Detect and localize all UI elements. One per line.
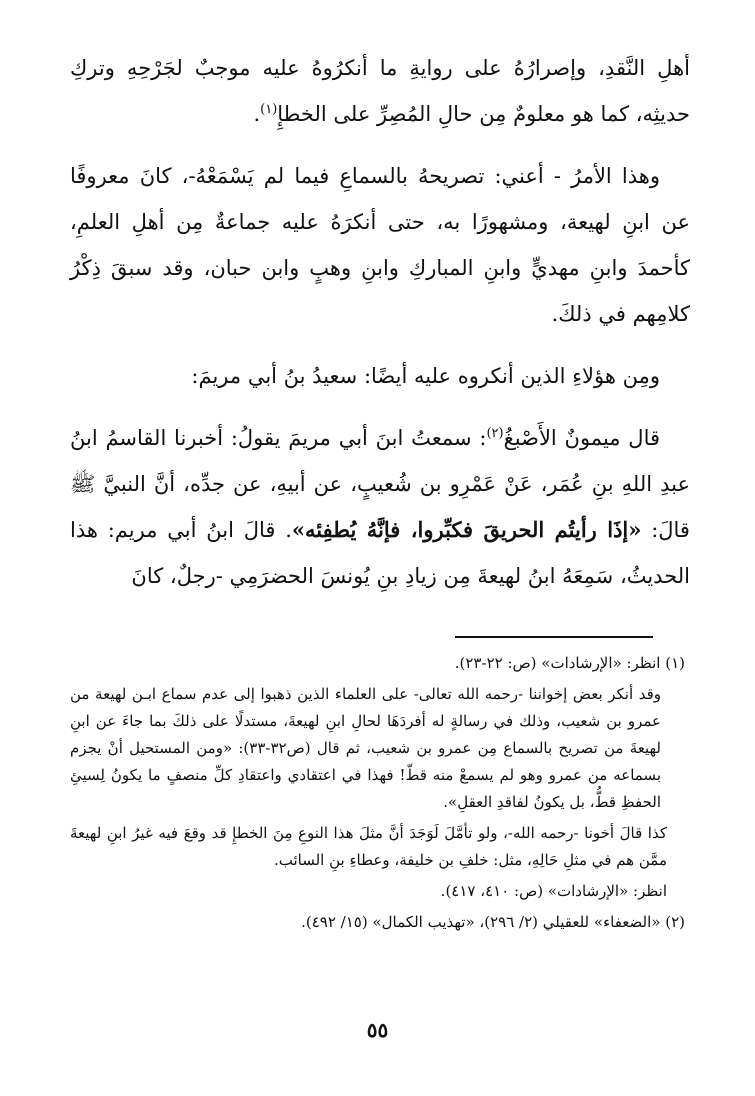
footnote-ref-2: (٢) [486, 426, 504, 441]
paragraph-2: وهذا الأمرُ - أعني: تصريحهُ بالسماعِ فيما لم يَسْمَعْهُ-، كانَ معروفًا عن ابنِ لهيعة، ومشهورًا به، حتى أنكرَهُ عليه جماعةٌ مِن أهلِ العلمِ، كأحمدَ وابنِ مهديٍّ وابنِ المباركِ وابنِ وهبٍ وابن حبان، وقد سبقَ ذِكْرُ كلامِهم في ذلكَ. [70, 164, 690, 326]
paragraph-4-text: : سمعتُ ابنَ أبي مريمَ يقولُ: أخبرنا القاسمُ ابنُ عبدِ اللهِ بنِ عُمَر، عَنْ عَمْرِو بن شُعيبٍ، عن أبيهِ، عن جدِّه، أنَّ النبيَّ ﷺ قالَ: [70, 426, 690, 542]
main-text [70, 45, 690, 599]
hadith-quote: «إذَا رأيتُم الحريقَ فكبِّروا، فإنَّهُ يُطفِئه» [291, 517, 642, 542]
paragraph-1-text: أهلِ النَّقدِ، وإصرارُهُ على روايةِ ما أنكرُوهُ عليه موجبٌ لجَرْحِهِ وتركِ حديثِه، كما هو معلومٌ مِن حالِ المُصِرِّ على الخطإِ [70, 56, 690, 126]
footnote-1-reference: انظر: «الإرشادات» (ص: ٤١٠، ٤١٧). [440, 882, 667, 900]
footnote-2: (٢) «الضعفاء» للعقيلي (٢/ ٢٩٦)، «تهذيب الكمال» (١٥/ ٤٩٢). [301, 913, 685, 931]
footnote-1-comment: كذا قالَ أخونا -رحمه الله-، ولو تأمَّلَ لَوَجَدَ أنَّ مثلَ هذا النوعِ مِنَ الخطإِ قد وقعَ فيه غيرُ ابنِ لهيعةَ ممَّن هم في مثلِ حَالِهِ، مثل: خلفِ بن خليفة، وعطاءِ بنِ السائب. [70, 824, 667, 869]
paragraph-4-lead: قال ميمونٌ الأَصْبغُ [503, 426, 661, 450]
footnote-separator [455, 636, 653, 638]
paragraph-3: ومِن هؤلاءِ الذين أنكروه عليه أيضًا: سعيدُ بنُ أبي مريمَ: [191, 364, 660, 388]
page-number: ٥٥ [366, 1018, 389, 1042]
paragraph-4-tail: . قالَ ابنُ أبي مريم: هذا الحديثُ، سَمِعَهُ ابنُ لهيعةَ مِن زيادِ بنِ يُونسَ الحضرَمِي -رجلٌ، كانَ [70, 518, 690, 588]
footnote-ref-1: (١) [260, 102, 278, 117]
paragraph-1-end: . [253, 102, 261, 126]
footnote-1: (١) انظر: «الإرشادات» (ص: ٢٢-٢٣). [454, 654, 685, 672]
paragraph-1 [70, 45, 690, 137]
footnote-1-body: وقد أنكر بعض إخواننا -رحمه الله تعالى- على العلماء الذين ذهبوا إلى عدم سماع ابـن لهيعة من عمرو بن شعيب، وذلك في رسالةٍ له أفردَهَا لحالِ ابنِ لهيعةَ، مستدلًا على ذلكَ بما جاءَ عن ابنِ لهيعةَ من تصريح بالسماع مِن عمرو بن شعيب، ثم قال (ص٣٢-٣٣): «ومن المستحيل أنْ يجزم بسماعه من عمرو وهو لم يسمعْ منه قطّ! فهذا في اعتقادي واعتقادِ كلِّ منصفٍ ما يكونُ لِسيئِ الحفظِ قطُّ، بل يكونُ لفاقدِ العقلِ». [70, 685, 661, 811]
footnotes [70, 650, 685, 936]
paragraph-4 [70, 415, 690, 599]
